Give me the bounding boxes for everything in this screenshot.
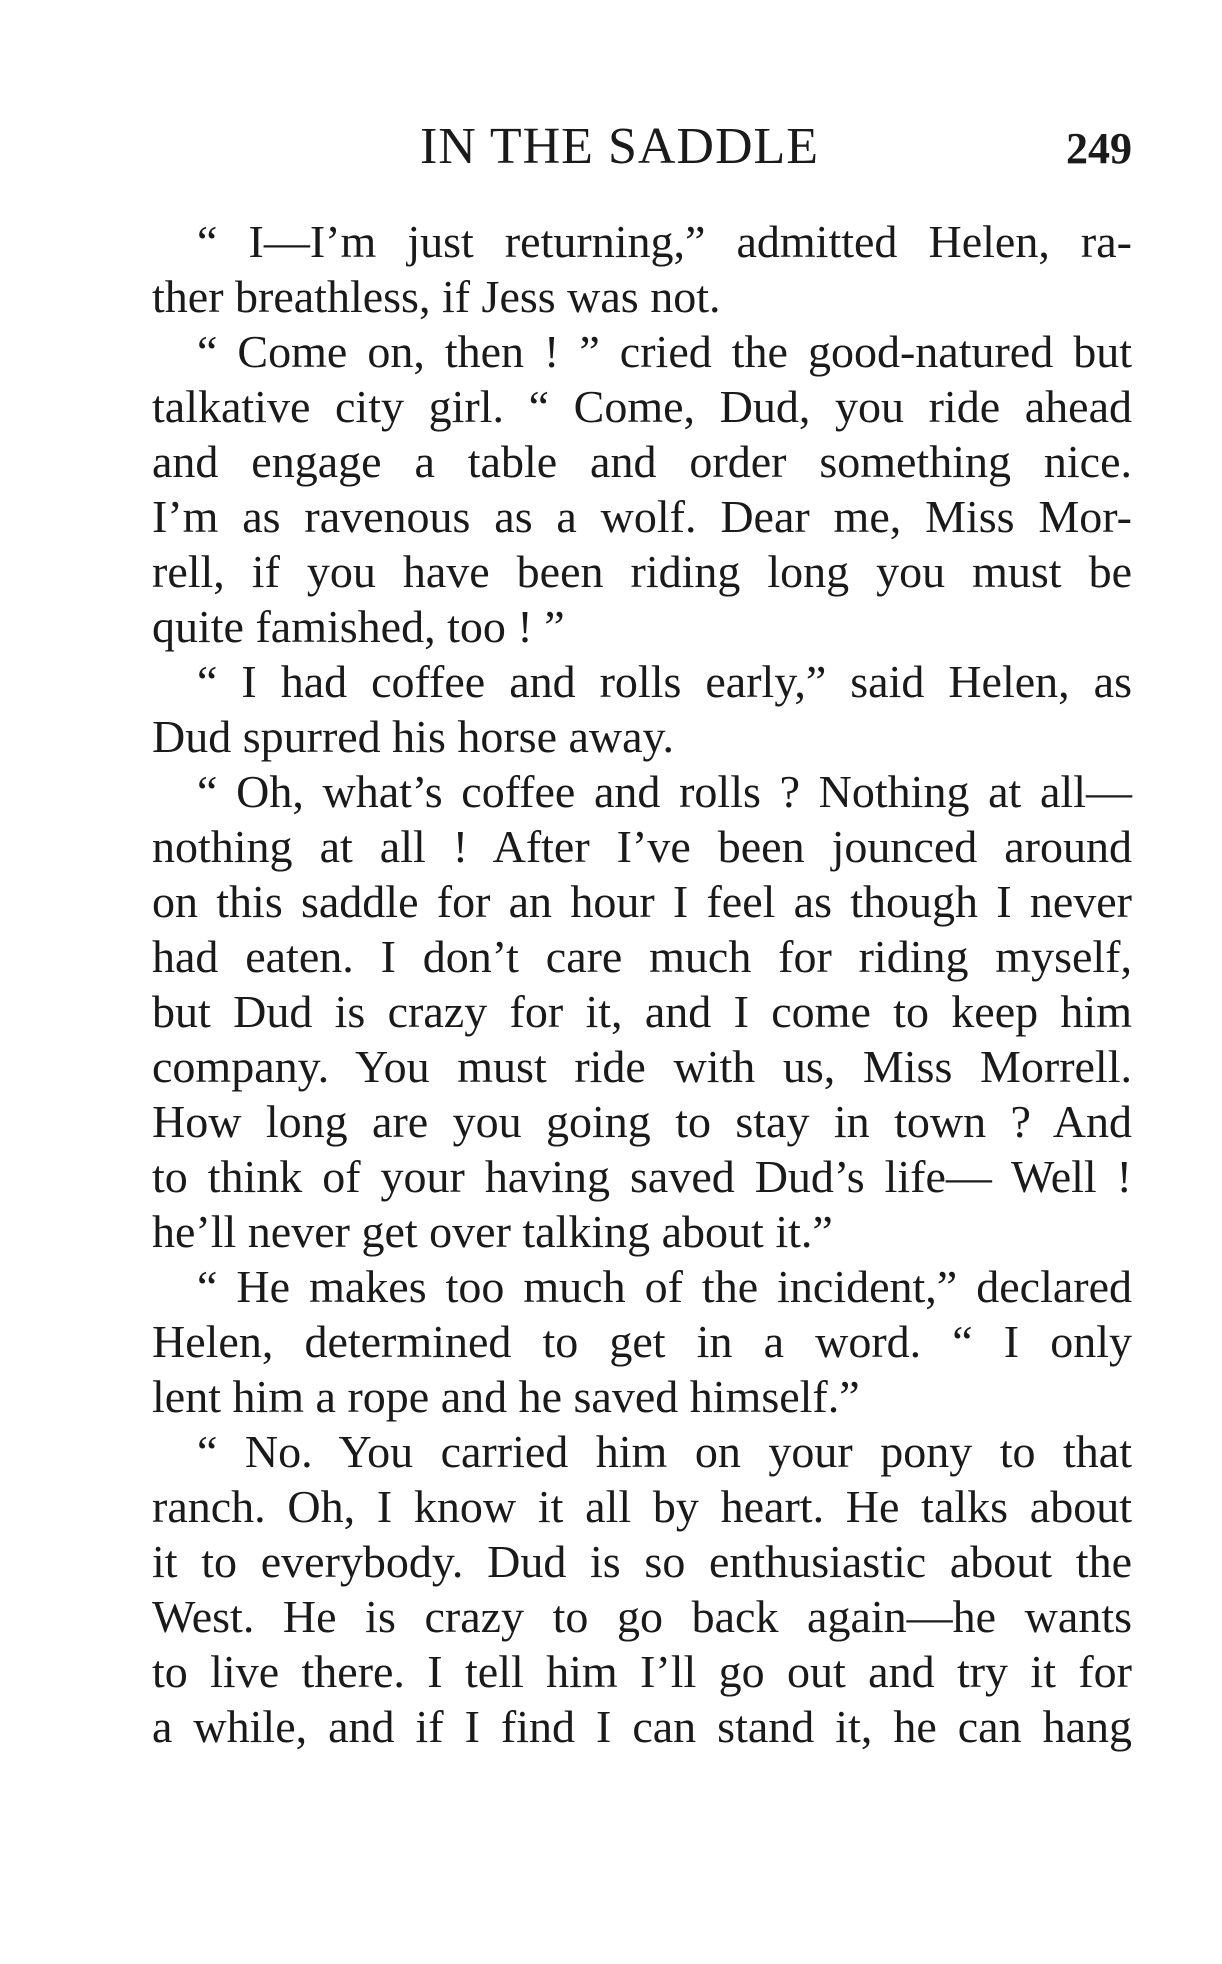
text-line: a while, and if I find I can stand it, he can hang — [152, 1701, 1132, 1752]
paragraph — [107, 324, 1132, 654]
page-header — [107, 112, 1132, 182]
text-line: Helen, determined to get in a word. “ I only — [152, 1316, 1132, 1367]
text-line: “ Oh, what’s coffee and rolls ? Nothing at all— — [197, 766, 1132, 817]
text-line: had eaten. I don’t care much for riding myself, — [152, 931, 1132, 982]
body-text — [107, 214, 1132, 1754]
text-line: he’ll never get over talking about it.” — [152, 1206, 833, 1257]
text-line: to live there. I tell him I’ll go out and try it for — [152, 1646, 1132, 1697]
text-line: ther breathless, if Jess was not. — [152, 271, 721, 322]
text-line: on this saddle for an hour I feel as though I never — [152, 876, 1132, 927]
text-line: “ I—I’m just returning,” admitted Helen, ra- — [197, 216, 1132, 267]
paragraph — [107, 1259, 1132, 1424]
text-line: “ No. You carried him on your pony to that — [197, 1426, 1132, 1477]
text-line: quite famished, too ! ” — [152, 601, 565, 652]
text-line: I’m as ravenous as a wolf. Dear me, Miss Mor- — [152, 491, 1132, 542]
text-line: “ I had coffee and rolls early,” said Helen, as — [197, 656, 1132, 707]
text-line: it to everybody. Dud is so enthusiastic about the — [152, 1536, 1132, 1587]
text-line: “ He makes too much of the incident,” declared — [197, 1261, 1132, 1312]
text-line: nothing at all ! After I’ve been jounced around — [152, 821, 1132, 872]
text-line: but Dud is crazy for it, and I come to keep him — [152, 986, 1132, 1037]
page-number: 249 — [1066, 124, 1132, 173]
text-line: to think of your having saved Dud’s life— Well ! — [152, 1151, 1132, 1202]
text-line: “ Come on, then ! ” cried the good-natured but — [197, 326, 1132, 377]
text-line: lent him a rope and he saved himself.” — [152, 1371, 860, 1422]
running-title: IN THE SADDLE — [419, 118, 820, 175]
paragraph — [107, 214, 1132, 324]
text-line: talkative city girl. “ Come, Dud, you ride ahead — [152, 381, 1132, 432]
text-line: West. He is crazy to go back again—he wants — [152, 1591, 1132, 1642]
text-line: rell, if you have been riding long you must be — [152, 546, 1132, 597]
paragraph — [107, 654, 1132, 764]
paragraph — [107, 764, 1132, 1259]
text-line: company. You must ride with us, Miss Morrell. — [152, 1041, 1132, 1092]
text-line: Dud spurred his horse away. — [152, 711, 675, 762]
paragraph — [107, 1424, 1132, 1754]
text-line: ranch. Oh, I know it all by heart. He talks about — [152, 1481, 1132, 1532]
text-line: How long are you going to stay in town ? And — [152, 1096, 1132, 1147]
text-line: and engage a table and order something nice. — [152, 436, 1132, 487]
